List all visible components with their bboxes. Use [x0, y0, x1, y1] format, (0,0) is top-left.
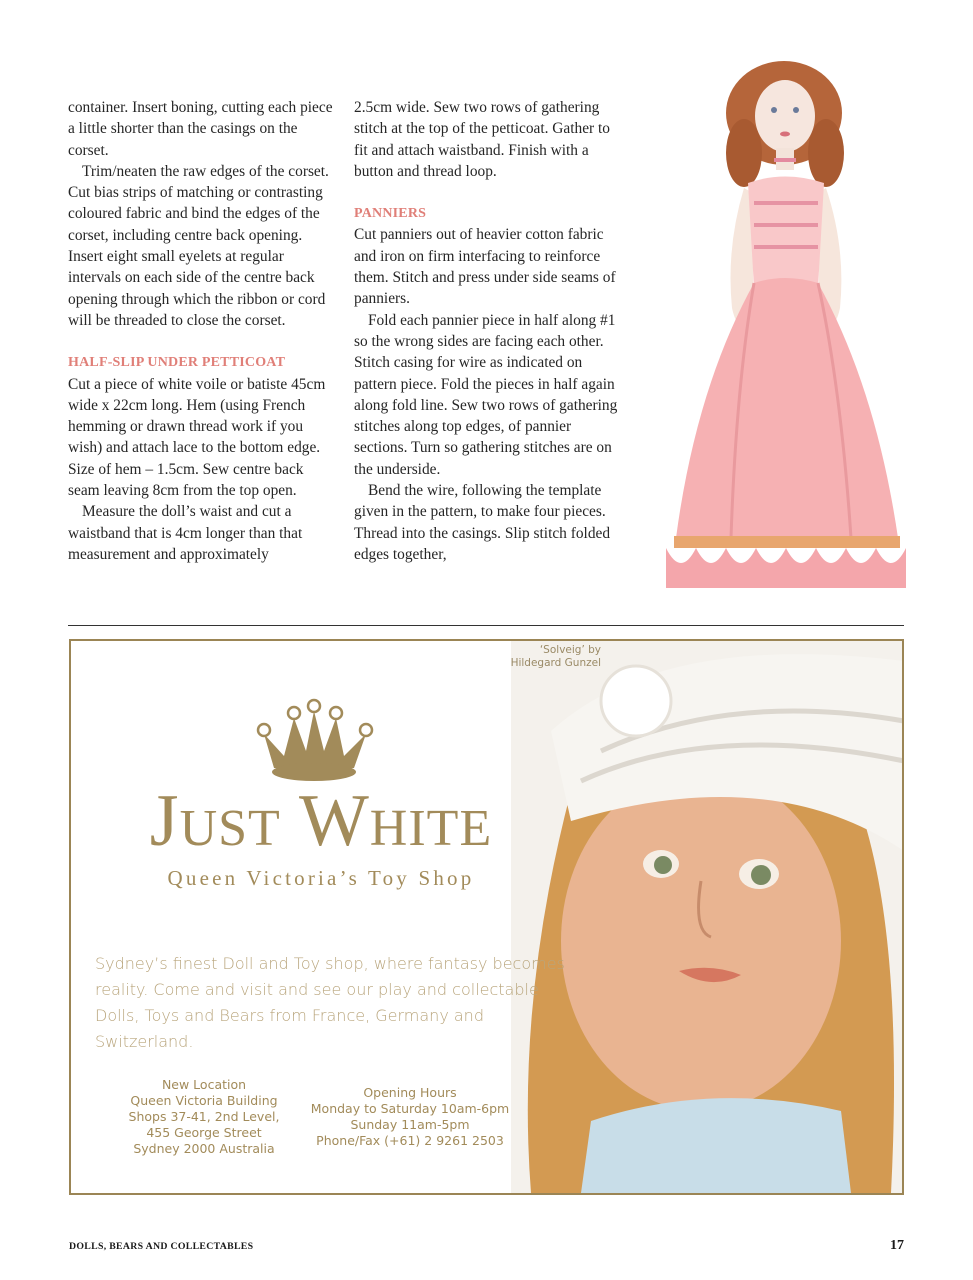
hours-line: Phone/Fax (+61) 2 9261 2503 — [316, 1133, 504, 1148]
section-heading-half-slip: HALF-SLIP UNDER PETTICOAT — [68, 355, 286, 371]
article-column-2 — [354, 97, 624, 565]
hours-line: Sunday 11am-5pm — [350, 1117, 470, 1132]
paragraph: Bend the wire, following the template given in the pattern, to make four pieces. Thread into the casings. Slip stitch folded edges together, — [354, 482, 611, 563]
paragraph: container. Insert boning, cutting each piece a little shorter than the casings on the corset. — [68, 99, 333, 159]
publication-title: DOLLS, BEARS AND COLLECTABLES — [69, 1241, 254, 1252]
photo-credit — [471, 644, 601, 669]
hours-line: Monday to Saturday 10am-6pm — [310, 1101, 510, 1116]
article-column-1 — [68, 97, 336, 565]
location-line: Shops 37-41, 2nd Level, — [128, 1109, 280, 1124]
section-divider — [68, 625, 904, 626]
doll-pink-dress-photo — [636, 58, 936, 618]
location-line: Queen Victoria Building — [130, 1093, 278, 1108]
opening-hours — [307, 1085, 513, 1149]
credit-line: ‘Solveig’ by — [539, 644, 601, 656]
advertisement-just-white — [69, 639, 904, 1195]
page-number: 17 — [890, 1238, 904, 1253]
hours-line: Opening Hours — [363, 1085, 457, 1100]
ad-tagline: Sydney’s finest Doll and Toy shop, where fantasy becomes reality. Come and visit and see our play and collectable Dolls, Toys and Bears from France, Germany and Switzerland. — [95, 954, 565, 1051]
brand-subtitle: Queen Victoria’s Toy Shop — [167, 866, 475, 890]
section-heading-panniers: PANNIERS — [354, 206, 427, 222]
paragraph: Trim/neaten the raw edges of the corset. Cut bias strips of matching or contrasting coloured fabric and bind the edges of the corset, including centre back opening. Insert eight small eyelets at regular intervals on each side of the centre back opening through which the ribbon or cord will be threaded to close the corset. — [68, 162, 329, 329]
paragraph: Measure the doll’s waist and cut a waistband that is 4cm longer than that measurement and approximately — [68, 503, 303, 563]
brand-logo-text: Just White — [149, 780, 493, 862]
credit-line: Hildegard Gunzel — [510, 656, 601, 669]
location-line: 455 George Street — [146, 1125, 262, 1140]
doll-solveig-photo — [511, 641, 904, 1193]
crown-icon — [254, 696, 374, 786]
paragraph: Fold each pannier piece in half along #1 so the wrong sides are facing each other. Stitch casing for wire as indicated on pattern piece. Fold the pieces in half again along fold line. Sew two rows of gathering stitches along top edges, of pannier sections. Turn so gathering stitches are on the underside. — [354, 311, 618, 478]
location-line: New Location — [161, 1077, 247, 1092]
location-line: Sydney 2000 Australia — [133, 1141, 275, 1156]
paragraph: Cut panniers out of heavier cotton fabric and iron on firm interfacing to reinforce them. Stitch and press under side seams of panniers. — [354, 226, 616, 308]
paragraph: 2.5cm wide. Sew two rows of gathering stitch at the top of the petticoat. Gather to fit and attach waistband. Finish with a button and thread loop. — [354, 99, 611, 180]
store-location — [121, 1077, 287, 1157]
paragraph: Cut a piece of white voile or batiste 45cm wide x 22cm long. Hem (using French hemming or drawn thread work if you wish) and attach lace to the bottom edge. Size of hem – 1.5cm. Sew centre back seam leaving 8cm from the top open. — [68, 375, 326, 500]
